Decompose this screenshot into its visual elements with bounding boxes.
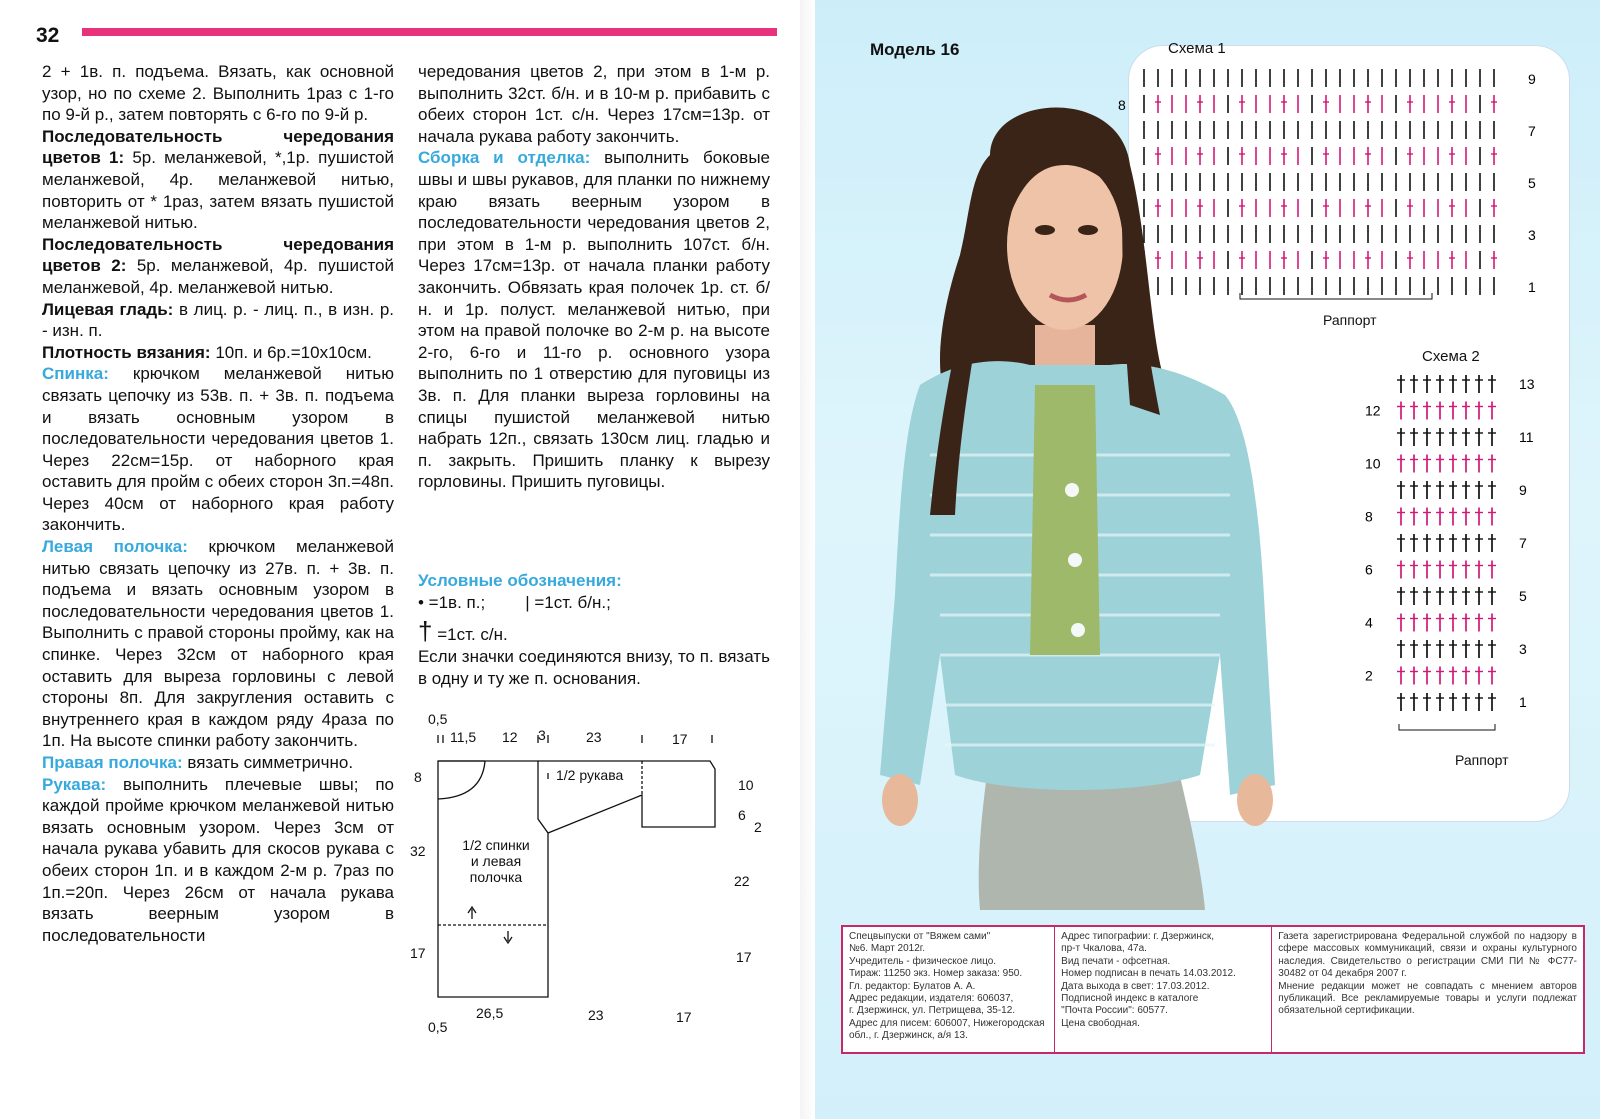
dim-bottom-2: 23: [588, 1007, 604, 1023]
dim-right-2: 2: [754, 819, 762, 835]
legend: [418, 570, 770, 690]
imprint-line: Подписной индекс в каталоге: [1061, 993, 1199, 1005]
paragraph-text: 2 + 1в. п. подъема. Вязать, как основной узор, но по схеме 2. Выполнить 1раз с 1-го по 9-й р., затем повторять с 6-го по 9-й р.: [42, 62, 394, 125]
scheme-2-row-label: 1: [1519, 694, 1527, 710]
legend-double-crochet-row: [418, 618, 770, 646]
scheme-2-row-label: 7: [1519, 535, 1527, 551]
imprint-line: №6. Март 2012г.: [849, 943, 926, 955]
label-body-line-1: 1/2 спинки: [462, 837, 530, 853]
paragraph: [418, 61, 770, 147]
scheme-2-row-label: 13: [1519, 376, 1535, 392]
scheme-1-row-label: 5: [1528, 175, 1536, 191]
paragraph-text: чередования цветов 2, при этом в 1-м р. выполнить 32ст. б/н. и в 10-м р. прибавить с обеих сторон 1ст. с/н. Через 17см=13р. от начала рукава работу закончить.: [418, 62, 770, 146]
scheme-2-rapport: Раппорт: [1455, 752, 1509, 768]
scheme-1-title: Схема 1: [1168, 40, 1226, 57]
paragraph-heading: Спинка:: [42, 364, 109, 384]
legend-single-crochet: | =1ст. б/н.;: [525, 593, 611, 612]
dim-left-0: 8: [414, 769, 422, 785]
paragraph: [42, 299, 394, 342]
paragraph: [42, 126, 394, 234]
dim-top-3: 3: [538, 727, 546, 743]
paragraph: [42, 342, 394, 364]
paragraph-heading: Правая полочка:: [42, 753, 183, 772]
imprint-line: Адрес для писем: 606007, Нижегородская обл., г. Дзержинск, а/я 13.: [849, 1017, 1045, 1042]
paragraph-text: вязать симметрично.: [182, 753, 354, 772]
spine: [800, 0, 815, 1119]
rapport-bracket: [1399, 724, 1495, 730]
imprint-line: Спецвыпуски от "Вяжем сами": [849, 931, 991, 942]
imprint-line: "Почта России": 60577.: [1061, 1005, 1168, 1017]
scheme-2-row-label: 10: [1365, 455, 1381, 472]
imprint-line: Цена свободная.: [1061, 1017, 1140, 1029]
page-number: 32: [36, 24, 60, 47]
text-column-2: [418, 61, 770, 493]
scheme-1-rapport: Раппорт: [1323, 312, 1377, 328]
scheme-2-row-label: 6: [1365, 561, 1373, 578]
header-rule: [82, 28, 777, 36]
paragraph-text: 5р. меланжевой, *,1р. пушистой меланжевой, 4р. меланжевой нитью, повторить от * 1раз, затем вязать пушистой меланжевой нитью.: [42, 148, 395, 233]
scheme-1-row-label: 9: [1528, 71, 1536, 87]
imprint-line: Вид печати - офсетная.: [1061, 955, 1171, 967]
text-column-1: [42, 61, 394, 946]
dim-bottom-0: 0,5: [428, 1019, 448, 1035]
scheme-1-row-label: 3: [1528, 227, 1536, 243]
imprint-line: Адрес типографии: г. Дзержинск,: [1061, 931, 1215, 942]
paragraph-heading: Последовательность чередования цветов 2:: [42, 234, 394, 276]
imprint-line: Адрес редакции, издателя: 606037,: [849, 993, 1014, 1005]
dim-bottom-3: 17: [676, 1009, 692, 1025]
dim-left-2: 17: [410, 945, 426, 961]
imprint-line: Дата выхода в свет: 17.03.2012.: [1061, 980, 1210, 992]
paragraph-text: 5р. меланжевой, 4р. пушистой меланжевой, 4р. меланжевой нитью.: [42, 256, 394, 297]
legend-double-crochet: =1ст. с/н.: [437, 625, 508, 644]
dim-top-2: 12: [502, 729, 518, 745]
paragraph: [42, 61, 394, 126]
dim-right-4: 17: [736, 949, 752, 965]
paragraph-text: выполнить боковые швы и швы рукавов, для планки по нижнему краю вязать веерным узором в последовательности чередования цветов 2, при этом в 1-м р. выполнить 107ст. б/н. Через 17см=13р. от начала планки работу закончить. Обвязать края полочек 1р. ст. б/н. и 1р. полуст. меланжевой нитью, при этом на правой полочке во 2-м р. на высоте 2-го, 6-го и 11-го р. основного узора выполнить по 1 отверстию для пуговицы из 3в. п. Для планки выреза горловины на спицы пушистой меланжевой нитью набрать 12п., связать 130см лиц. гладью и п. закрыть. Пришить планку к вырезу горловины. Пришить пуговицы.: [418, 148, 770, 492]
imprint-line: пр-т Чкалова, 47а.: [1061, 943, 1147, 955]
imprint-box: [841, 925, 1585, 1054]
legend-title: Условные обозначения:: [418, 571, 622, 590]
imprint-line: Гл. редактор: Булатов А. А.: [849, 980, 976, 992]
scheme-2-row-label: 4: [1365, 614, 1373, 631]
paragraph: [418, 147, 770, 493]
dim-bottom-1: 26,5: [476, 1005, 504, 1021]
model-photo: [860, 95, 1330, 910]
paragraph-heading: Рукава:: [42, 774, 107, 794]
imprint-line: Учредитель - физическое лицо.: [849, 955, 997, 967]
scheme-2-row-label: 9: [1519, 482, 1527, 498]
scheme-2-row-label: 12: [1365, 402, 1381, 419]
scheme-2-chart: [1365, 372, 1565, 747]
dim-top-0: 0,5: [428, 711, 448, 727]
pattern-diagram: [410, 711, 800, 1055]
paragraph-text: в лиц. р. - лиц. п., в изн. р. - изн. п.: [42, 299, 394, 341]
scheme-2-row-label: 3: [1519, 641, 1527, 657]
paragraph-heading: Сборка и отделка:: [418, 148, 591, 168]
imprint-line: Мнение редакции может не совпадать с мнением авторов публикаций. Все рекламируемые товары и услуги подлежат обязательной сертификации.: [1278, 980, 1577, 1017]
scheme-2-row-label: 5: [1519, 588, 1527, 604]
paragraph-text: крючком меланжевой нитью связать цепочку из 27в. п. + 3в. п. подъема и вязать основным узором в последовательности чередования цветов 1. Выполнить с правой стороны пройму, как на спинке. Через 32см от наборного края оставить для выреза горловины с левой стороны 8п. Для закругления оставить с внутреннего края в каждом ряду 4раза по 1п. На высоте спинки работу закончить.: [42, 537, 394, 751]
scheme-1-row-label: 8: [1118, 97, 1126, 113]
label-sleeve: 1/2 рукава: [556, 767, 624, 783]
dim-top-4: 23: [586, 729, 602, 745]
label-body-line-3: полочка: [469, 869, 523, 885]
imprint-line: Номер подписан в печать 14.03.2012.: [1061, 968, 1236, 980]
paragraph-heading: Левая полочка:: [42, 537, 188, 557]
paragraph: [42, 774, 394, 947]
paragraph-heading: Лицевая гладь:: [42, 299, 174, 319]
imprint-col-3: [1272, 927, 1583, 1052]
dim-left-1: 32: [410, 843, 426, 859]
label-body: [448, 837, 544, 885]
dim-top-1: 11,5: [450, 729, 477, 745]
imprint-line: г. Дзержинск, ул. Петрищева, 35-12.: [849, 1005, 1016, 1017]
dim-right-3: 22: [734, 873, 750, 889]
imprint-line: Тираж: 11250 экз. Номер заказа: 950.: [849, 968, 1023, 980]
paragraph-text: выполнить плечевые швы; по каждой пройме крючком меланжевой нитью вязать основным узором. Через 3см от начала рукава убавить для скосов рукава с обеих сторон 1п. и в каждом 2-м р. 7раз по 1п.=20п. Через 26см от начала рукава вязать веерным узором в последовательности: [42, 774, 394, 945]
paragraph-text: 10п. и 6р.=10х10см.: [210, 342, 372, 362]
scheme-2-row-label: 11: [1519, 429, 1534, 445]
paragraph: [42, 752, 394, 774]
imprint-col-1: [843, 927, 1055, 1052]
dagger-icon: †: [418, 616, 433, 646]
scheme-1-row-label: 1: [1528, 279, 1536, 295]
dim-right-1: 6: [738, 807, 746, 823]
paragraph-text: крючком меланжевой нитью связать цепочку из 53в. п. + 3в. п. подъема и вязать основным узором в последовательности чередования цветов 1. Через 22см=15р. от наборного края оставить для пройм с обеих сторон 3п.=48п. Через 40см от наборного края работу закончить.: [42, 364, 394, 535]
scheme-2-row-label: 8: [1365, 508, 1373, 525]
paragraph-heading: Последовательность чередования цветов 1:: [42, 126, 394, 168]
paragraph-heading: Плотность вязания:: [42, 342, 211, 362]
imprint-line: Газета зарегистрирована Федеральной службой по надзору в сфере массовых коммуникаций, связи и охраны культурного наследия. Свидетельство о регистрации СМИ ПИ № ФС77-30482 от 04 декабря 2007 г.: [1278, 931, 1577, 980]
dim-right-0: 10: [738, 777, 754, 793]
model-title: Модель 16: [870, 40, 960, 59]
paragraph: [42, 234, 394, 299]
label-body-line-2: и левая: [470, 853, 522, 869]
legend-chain-stitch: • =1в. п.;: [418, 593, 486, 612]
scheme-2-row-label: 2: [1365, 667, 1373, 684]
scheme-1-row-label: 7: [1528, 123, 1536, 139]
paragraph: [42, 363, 394, 536]
scheme-2-title: Схема 2: [1422, 348, 1480, 365]
imprint-col-2: [1055, 927, 1272, 1052]
legend-note: Если значки соединяются внизу, то п. вязать в одну и ту же п. основания.: [418, 647, 770, 688]
paragraph: [42, 536, 394, 752]
legend-row: [418, 592, 770, 614]
dim-top-5: 17: [672, 731, 688, 747]
